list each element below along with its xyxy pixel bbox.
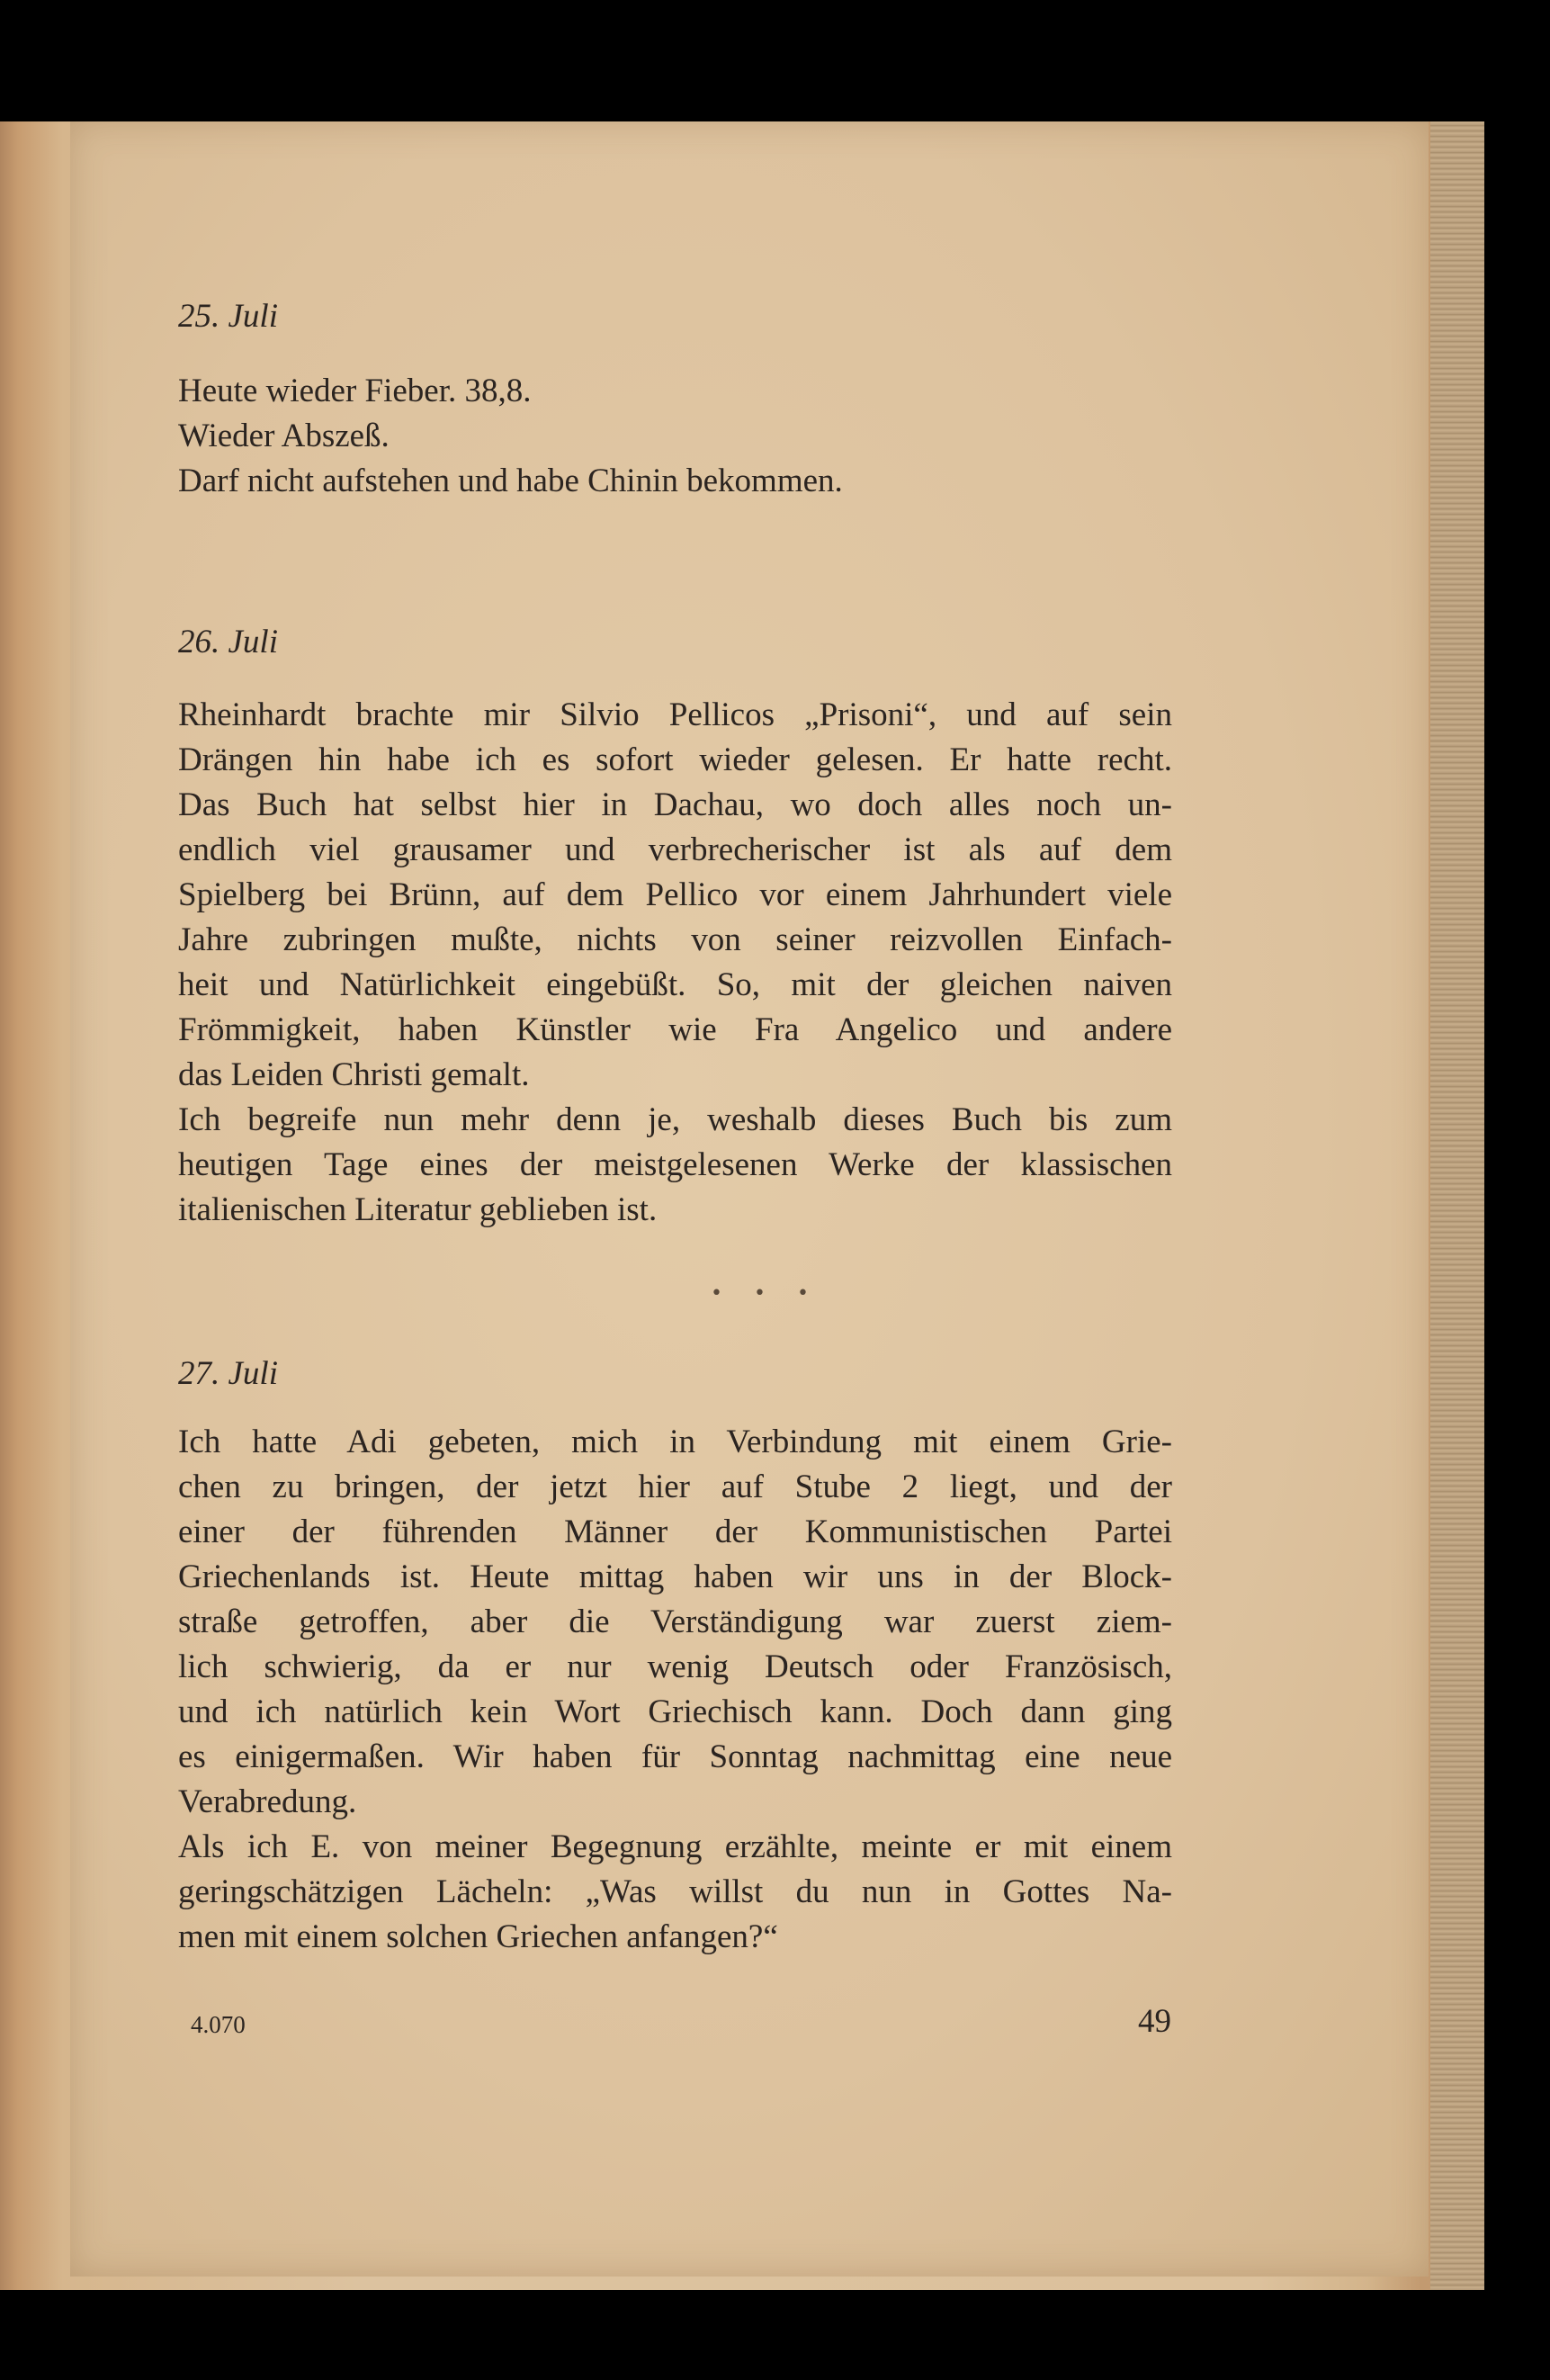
text-line: Frömmigkeit, haben Künstler wie Fra Angelico und andere bbox=[178, 1011, 1172, 1048]
entry-body bbox=[178, 1420, 1172, 1960]
text-line: lich schwierig, da er nur wenig Deutsch oder Französisch, bbox=[178, 1648, 1172, 1685]
text-line: Ich begreife nun mehr denn je, weshalb dieses Buch bis zum bbox=[178, 1101, 1172, 1138]
entry-body bbox=[178, 369, 1172, 504]
text-line: Jahre zubringen mußte, nichts von seiner reizvollen Einfach- bbox=[178, 921, 1172, 958]
text-line: einer der führenden Männer der Kommunistischen Partei bbox=[178, 1513, 1172, 1550]
book-spine-edge bbox=[1430, 121, 1484, 2290]
entry-body bbox=[178, 693, 1172, 1233]
text-line: Als ich E. von meiner Begegnung erzählte, meinte er mit einem bbox=[178, 1828, 1172, 1865]
text-line: straße getroffen, aber die Verständigung war zuerst ziem- bbox=[178, 1603, 1172, 1640]
text-line: men mit einem solchen Griechen anfangen?“ bbox=[178, 1918, 778, 1955]
text-line: geringschätzigen Lächeln: „Was willst du nun in Gottes Na- bbox=[178, 1873, 1172, 1910]
text-line: Darf nicht aufstehen und habe Chinin bekommen. bbox=[178, 463, 843, 499]
entry-date: 27. Juli bbox=[178, 1355, 278, 1392]
text-line: und ich natürlich kein Wort Griechisch kann. Doch dann ging bbox=[178, 1693, 1172, 1730]
text-line: Heute wieder Fieber. 38,8. bbox=[178, 373, 532, 409]
text-line: Rheinhardt brachte mir Silvio Pellicos „Prisoni“, und auf sein bbox=[178, 696, 1172, 733]
text-line: das Leiden Christi gemalt. bbox=[178, 1056, 530, 1093]
text-line: Wieder Abszeß. bbox=[178, 418, 390, 454]
text-line: heutigen Tage eines der meistgelesenen Werke der klassischen bbox=[178, 1146, 1172, 1183]
entry-date: 25. Juli bbox=[178, 298, 278, 335]
text-line: italienischen Literatur geblieben ist. bbox=[178, 1191, 658, 1228]
entry-date: 26. Juli bbox=[178, 624, 278, 660]
page-number: 49 bbox=[1138, 2003, 1171, 2040]
text-line: heit und Natürlichkeit eingebüßt. So, mit der gleichen naiven bbox=[178, 966, 1172, 1003]
text-line: Griechenlands ist. Heute mittag haben wir uns in der Block- bbox=[178, 1558, 1172, 1595]
text-line: chen zu bringen, der jetzt hier auf Stube 2 liegt, und der bbox=[178, 1468, 1172, 1505]
text-line: es einigermaßen. Wir haben für Sonntag nachmittag eine neue bbox=[178, 1738, 1172, 1775]
text-line: Ich hatte Adi gebeten, mich in Verbindung mit einem Grie- bbox=[178, 1424, 1172, 1460]
printer-signature: 4.070 bbox=[191, 2011, 246, 2038]
section-ornament: • • • bbox=[711, 1282, 821, 1305]
text-line: endlich viel grausamer und verbrecherischer ist als auf dem bbox=[178, 831, 1172, 868]
text-line: Spielberg bei Brünn, auf dem Pellico vor einem Jahrhundert viele bbox=[178, 876, 1172, 913]
text-line: Das Buch hat selbst hier in Dachau, wo doch alles noch un- bbox=[178, 786, 1172, 823]
text-line: Verabredung. bbox=[178, 1783, 357, 1820]
text-line: Drängen hin habe ich es sofort wieder gelesen. Er hatte recht. bbox=[178, 741, 1172, 778]
